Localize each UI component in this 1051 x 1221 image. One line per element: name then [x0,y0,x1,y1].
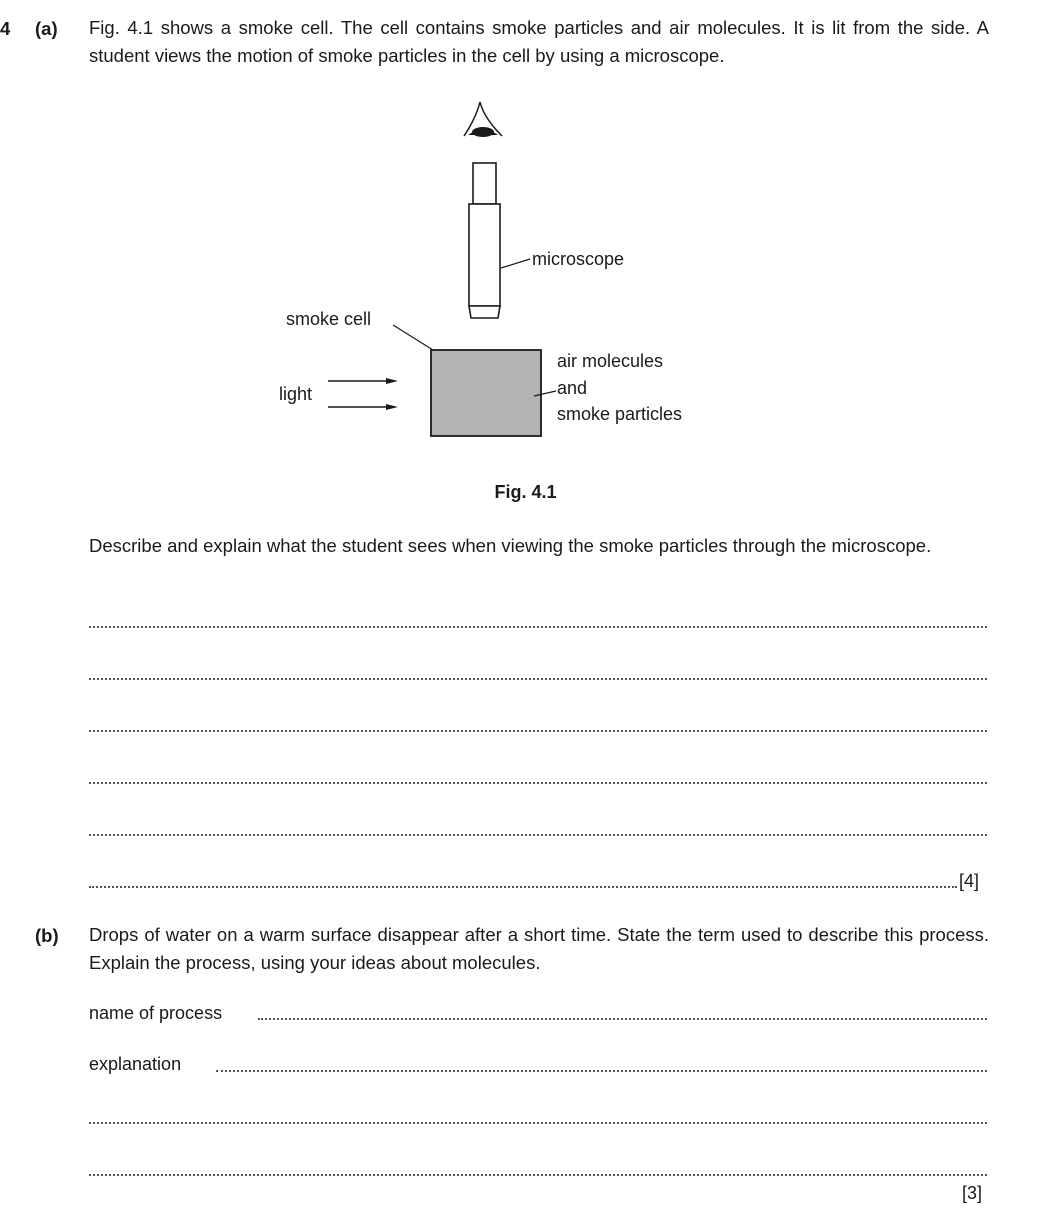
question-number: 4 [0,18,11,39]
microscope-label: microscope [532,249,625,269]
part-a-prompt: Describe and explain what the student sees when viewing the smoke particles through the microscope. [89,535,932,556]
contents-label-1: air molecules [557,351,664,371]
answer-line-a-5[interactable] [89,834,987,836]
answer-line-a-2[interactable] [89,678,987,680]
name-of-process-line[interactable] [258,1018,987,1020]
answer-line-a-1[interactable] [89,626,987,628]
figure-4-1-diagram [0,0,1051,470]
smoke-cell [431,350,541,436]
name-of-process-label: name of process [89,1003,223,1023]
answer-line-b-1[interactable] [216,1070,987,1072]
answer-line-a-6[interactable] [89,886,957,888]
part-b-marks: [3] [962,1183,983,1203]
microscope-leader [501,259,530,268]
microscope-shape [469,163,500,318]
figure-caption: Fig. 4.1 [494,482,557,502]
answer-line-a-3[interactable] [89,730,987,732]
light-arrows [328,378,398,410]
part-a-marks: [4] [959,871,980,891]
part-a-intro: Fig. 4.1 shows a smoke cell. The cell contains smoke particles and air molecules. It is lit from the side. A student views the motion of smoke particles in the cell by using a microscope. [89,17,989,66]
eye-icon [464,102,502,137]
smoke-cell-label: smoke cell [286,309,372,329]
answer-line-b-3[interactable] [89,1174,987,1176]
contents-label-2: and [557,378,588,398]
answer-line-a-4[interactable] [89,782,987,784]
light-label: light [279,384,313,404]
part-b-label: (b) [35,925,59,946]
part-b-text: Drops of water on a warm surface disappear after a short time. State the term used to describe this process. Explain the process, using your ideas about molecules. [89,924,989,973]
part-a-label: (a) [35,18,58,39]
smoke-cell-leader [393,325,433,350]
contents-label-3: smoke particles [557,404,683,424]
answer-line-b-2[interactable] [89,1122,987,1124]
explanation-label: explanation [89,1054,182,1074]
